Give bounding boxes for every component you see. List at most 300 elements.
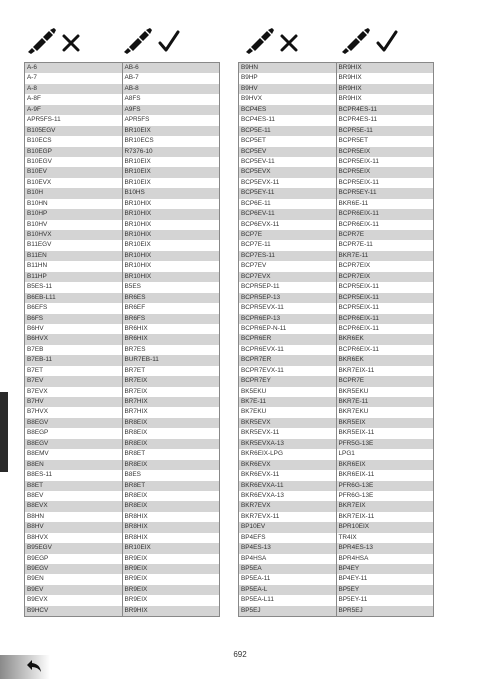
back-arrow-icon[interactable] (26, 659, 42, 673)
replacement-part-cell: BKR7EKU (336, 407, 434, 417)
table-row (239, 407, 433, 417)
original-part-cell: BCPR6EP-N-11 (241, 324, 287, 332)
replacement-part-cell: BR10HIX (122, 199, 220, 209)
replacement-part-cell: BKR6EIX-11 (336, 470, 434, 480)
original-part-cell: BCP5EV-11 (241, 157, 275, 165)
replacement-part-cell: B10HS (122, 188, 220, 198)
table-row (239, 94, 433, 104)
original-part-cell: B7HVX (27, 408, 48, 416)
replacement-part-cell: BCPR6EIX-11 (336, 220, 434, 230)
table-row (239, 439, 433, 449)
replacement-part-cell: BR10HIX (122, 230, 220, 240)
table-row (25, 481, 219, 491)
original-part-cell: B6EFS (27, 304, 48, 312)
original-part-cell: BK5EKU (241, 387, 267, 395)
replacement-part-cell: BR10EIX (122, 543, 220, 553)
original-part-cell: B9EVX (27, 596, 48, 604)
replacement-part-cell: BKR7EIX (336, 501, 434, 511)
original-part-cell: B10EGV (27, 157, 52, 165)
replacement-part-cell: BPR10EIX (336, 522, 434, 532)
original-part-cell: B10HVX (27, 231, 52, 238)
original-part-cell: APR5FS-11 (27, 116, 61, 124)
table-row (239, 595, 433, 605)
replacement-part-cell: BP5EY-11 (336, 595, 434, 605)
original-part-cell: B8HV (27, 523, 44, 531)
replacement-part-cell: BR10EIX (122, 178, 220, 188)
table-row (239, 199, 433, 209)
replacement-part-cell: PFR5G-13E (336, 439, 434, 449)
original-part-cell: B10EVX (27, 178, 52, 186)
original-part-cell: BKR6EVXA-11 (241, 481, 284, 489)
replacement-part-cell: BR9EIX (122, 585, 220, 595)
replacement-part-cell: BR8EIX (122, 501, 220, 511)
replacement-part-cell: BR10HIX (122, 220, 220, 230)
replacement-part-cell: BR9EIX (122, 595, 220, 605)
original-part-cell: BCP5EV (241, 147, 267, 155)
replacement-part-cell: BCPR7EIX (336, 261, 434, 271)
original-part-cell: BP4EFS (241, 533, 266, 541)
original-part-cell: B8EGV (27, 439, 49, 447)
table-row (25, 251, 219, 261)
replacement-part-cell: BR6HIX (122, 324, 220, 334)
spark-plug-x-mark-icon (244, 28, 304, 54)
original-part-cell: B8EGP (27, 429, 49, 437)
original-part-cell: BCP5EVX-11 (241, 178, 280, 186)
table-row (25, 387, 219, 397)
table-row (239, 282, 433, 292)
table-row (25, 209, 219, 219)
original-part-cell: BP4HSA (241, 554, 267, 562)
replacement-part-cell: BCPR5EIX (336, 147, 434, 157)
original-part-cell: B5ES-11 (27, 283, 53, 291)
replacement-part-cell: BCPR5ET (336, 136, 434, 146)
replacement-part-cell: BCPR6EIX-11 (336, 345, 434, 355)
original-part-cell: BKR6EVX (241, 460, 271, 468)
replacement-part-cell: BR8EIX (122, 418, 220, 428)
table-row (25, 220, 219, 230)
replacement-part-cell: BKR7EIX-11 (336, 512, 434, 522)
table-row (25, 470, 219, 480)
replacement-part-cell: BR9HIX (122, 606, 220, 616)
replacement-part-cell: BR9HIX (336, 84, 434, 94)
original-part-cell: BCPR6ER (241, 335, 272, 343)
table-row (239, 574, 433, 584)
table-row (25, 230, 219, 240)
table-row (25, 397, 219, 407)
table-row (25, 522, 219, 532)
original-part-cell: BCP7ES-11 (241, 251, 275, 259)
original-part-cell: BCP7E-11 (241, 241, 271, 249)
original-part-cell: B6FS (27, 314, 43, 322)
replacement-part-cell: BP4EY-11 (336, 574, 434, 584)
original-part-cell: B10H (27, 189, 43, 197)
original-part-cell: B8ET (27, 481, 43, 489)
table-row (239, 314, 433, 324)
original-part-cell: BCP5EVX (241, 168, 271, 176)
table-row (25, 564, 219, 574)
table-row (239, 491, 433, 501)
replacement-part-cell: BR7HIX (122, 407, 220, 417)
table-row (239, 220, 433, 230)
original-part-cell: BCP6EVX-11 (241, 220, 280, 228)
replacement-part-cell: A8FS (122, 94, 220, 104)
table-row (25, 178, 219, 188)
replacement-part-cell: APR5FS (122, 115, 220, 125)
replacement-part-cell: BR9HIX (336, 94, 434, 104)
replacement-part-cell: BCPR5EIX-11 (336, 178, 434, 188)
table-row (239, 136, 433, 146)
replacement-part-cell: BCPR7E (336, 230, 434, 240)
table-row (239, 84, 433, 94)
replacement-part-cell: BR10HIX (122, 251, 220, 261)
table-row (239, 501, 433, 511)
original-part-cell: B8EVX (27, 502, 48, 510)
replacement-part-cell: BKR5EIX-11 (336, 428, 434, 438)
original-part-cell: B6EB-L11 (27, 293, 56, 301)
original-part-cell: B11HN (27, 262, 48, 270)
original-part-cell: B7EB (27, 345, 44, 353)
original-part-cell: BKR6EIX-LPG (241, 450, 283, 458)
replacement-part-cell: BCPR4ES-11 (336, 115, 434, 125)
replacement-part-cell: AB-7 (122, 73, 220, 83)
table-row (25, 282, 219, 292)
replacement-part-cell: BR8EIX (122, 460, 220, 470)
replacement-part-cell: BR6HIX (122, 334, 220, 344)
replacement-part-cell: BR8HIX (122, 522, 220, 532)
replacement-part-cell: BR10EIX (122, 167, 220, 177)
original-part-cell: B95EGV (27, 544, 52, 552)
replacement-part-cell: BR7EIX (122, 376, 220, 386)
original-part-cell: B10HV (27, 220, 48, 228)
table-row (239, 345, 433, 355)
replacement-part-cell: BPR5EJ (336, 606, 434, 616)
replacement-part-cell: BCPR5EY-11 (336, 188, 434, 198)
original-part-cell: B9HV (241, 84, 258, 92)
table-row (25, 585, 219, 595)
table-row (239, 387, 433, 397)
table-row (25, 63, 219, 73)
replacement-part-cell: BKR6EK (336, 334, 434, 344)
original-part-cell: BP5EA-11 (241, 575, 271, 583)
table-row (239, 178, 433, 188)
replacement-part-cell: BR10HIX (122, 272, 220, 282)
replacement-part-cell: BKR7E-11 (336, 397, 434, 407)
table-row (239, 533, 433, 543)
table-row (25, 543, 219, 553)
side-marker-bar (0, 392, 8, 472)
replacement-part-cell: BKR7EIX-11 (336, 366, 434, 376)
table-row (239, 585, 433, 595)
replacement-part-cell: BCPR5EIX-11 (336, 282, 434, 292)
replacement-part-cell: B5ES (122, 282, 220, 292)
replacement-part-cell: BP4EY (336, 564, 434, 574)
replacement-part-cell: BR6FS (122, 314, 220, 324)
original-part-cell: B9EN (27, 575, 44, 583)
replacement-part-cell: BR6EF (122, 303, 220, 313)
original-part-cell: BKR7EVX (241, 502, 271, 510)
table-row (25, 574, 219, 584)
table-row (25, 334, 219, 344)
table-row (25, 407, 219, 417)
original-part-cell: BCPR5EP-13 (241, 293, 281, 301)
original-part-cell: BKR6EVXA-13 (241, 491, 284, 499)
replacement-part-cell: BR9EIX (122, 574, 220, 584)
replacement-part-cell: BCPR5EIX (336, 167, 434, 177)
original-part-cell: B10ECS (27, 137, 52, 145)
table-row (239, 73, 433, 83)
table-row (239, 355, 433, 365)
replacement-part-cell: BCPR6EIX-11 (336, 209, 434, 219)
spark-plug-x-mark-icon (26, 28, 86, 54)
replacement-part-cell: BKR5EIX (336, 418, 434, 428)
table-row (239, 293, 433, 303)
replacement-part-cell: BKR6E-11 (336, 199, 434, 209)
original-part-cell: BCP4ES (241, 105, 267, 113)
replacement-part-cell: BR8ET (122, 481, 220, 491)
replacement-part-cell: BR9HIX (336, 73, 434, 83)
replacement-part-cell: BR8EIX (122, 428, 220, 438)
replacement-part-cell: BCPR5E-11 (336, 126, 434, 136)
replacement-part-cell: BR10ECS (122, 136, 220, 146)
table-row (239, 147, 433, 157)
original-part-cell: B7HV (27, 398, 44, 405)
replacement-part-cell: TR4IX (336, 533, 434, 543)
table-row (239, 230, 433, 240)
table-row (239, 470, 433, 480)
table-row (25, 167, 219, 177)
table-row (239, 460, 433, 470)
original-part-cell: A-8F (27, 95, 41, 103)
table-row (25, 73, 219, 83)
replacement-part-cell: BR7ES (122, 345, 220, 355)
replacement-part-cell: BR10EIX (122, 240, 220, 250)
table-row (25, 449, 219, 459)
replacement-part-cell: BR8EIX (122, 491, 220, 501)
original-part-cell: BKR5EVX-11 (241, 429, 280, 437)
table-row (25, 345, 219, 355)
replacement-part-cell: BR10EIX (122, 157, 220, 167)
table-row (25, 293, 219, 303)
original-part-cell: BCPR5EP-11 (241, 283, 280, 291)
original-part-cell: BCP5ET (241, 137, 266, 145)
replacement-part-cell: BPR4ES-13 (336, 543, 434, 553)
original-part-cell: B9HCV (27, 606, 49, 614)
table-row (25, 115, 219, 125)
original-part-cell: BCP7E (241, 231, 262, 238)
table-row (239, 105, 433, 115)
original-part-cell: BP5EA (241, 565, 262, 572)
table-row (239, 324, 433, 334)
replacement-part-cell: BCPR7E (336, 376, 434, 386)
original-part-cell: BP5EA-L11 (241, 596, 274, 604)
original-part-cell: BKR5EVXA-13 (241, 439, 284, 447)
table-row (239, 449, 433, 459)
replacement-part-cell: BKR5EKU (336, 387, 434, 397)
replacement-part-cell: BR8HIX (122, 533, 220, 543)
table-row (239, 188, 433, 198)
original-part-cell: BCP5EY-11 (241, 189, 275, 197)
replacement-part-cell: BKR6EK (336, 355, 434, 365)
original-part-cell: B8ES-11 (27, 471, 53, 479)
replacement-part-cell: BR8ET (122, 449, 220, 459)
original-part-cell: BP5EJ (241, 606, 261, 614)
replacement-part-cell: B8ES (122, 470, 220, 480)
original-part-cell: BKR7EVX-11 (241, 512, 280, 520)
replacement-part-cell: BR7HIX (122, 397, 220, 407)
replacement-part-cell: BPR4HSA (336, 554, 434, 564)
table-row (239, 366, 433, 376)
table-row (239, 251, 433, 261)
table-row (239, 272, 433, 282)
original-part-cell: B8EMV (27, 450, 49, 458)
replacement-part-cell: BR9EIX (122, 564, 220, 574)
original-part-cell: B6HVX (27, 335, 48, 343)
table-row (239, 428, 433, 438)
table-row (25, 314, 219, 324)
table-row (25, 418, 219, 428)
table-row (239, 522, 433, 532)
cross-reference-table-right (238, 62, 434, 617)
table-row (239, 606, 433, 616)
table-row (25, 533, 219, 543)
table-row (25, 240, 219, 250)
table-row (25, 261, 219, 271)
table-row (239, 418, 433, 428)
original-part-cell: B11EGV (27, 241, 52, 249)
original-part-cell: BCPR7ER (241, 356, 272, 364)
back-tab[interactable] (0, 655, 50, 679)
replacement-part-cell: BR6ES (122, 293, 220, 303)
original-part-cell: BCP6EV-11 (241, 210, 275, 218)
replacement-part-cell: BR9EIX (122, 554, 220, 564)
original-part-cell: B9HP (241, 74, 258, 82)
table-row (25, 147, 219, 157)
table-row (239, 512, 433, 522)
original-part-cell: B9EGV (27, 565, 49, 572)
replacement-part-cell: BR10EIX (122, 126, 220, 136)
original-part-cell: BCPR6EVX-11 (241, 345, 284, 353)
original-part-cell: B11EN (27, 251, 47, 259)
replacement-part-cell: BR9HIX (336, 63, 434, 73)
original-part-cell: B9EGP (27, 554, 49, 562)
original-part-cell: A-8 (27, 84, 37, 92)
replacement-part-cell: AB-8 (122, 84, 220, 94)
original-part-cell: B10HP (27, 210, 48, 218)
replacement-part-cell: BR7ET (122, 366, 220, 376)
replacement-part-cell: A9FS (122, 105, 220, 115)
table-row (25, 501, 219, 511)
original-part-cell: BK7EKU (241, 408, 267, 416)
original-part-cell: B7EV (27, 377, 44, 385)
replacement-part-cell: BR10HIX (122, 261, 220, 271)
original-part-cell: BCPR7EVX-11 (241, 366, 284, 374)
original-part-cell: B9HVX (241, 95, 262, 103)
replacement-part-cell: BCPR6EIX-11 (336, 324, 434, 334)
spark-plug-check-mark-icon (340, 28, 400, 54)
original-part-cell: B105EGV (27, 126, 56, 134)
replacement-part-cell: BCPR5EIX-11 (336, 303, 434, 313)
original-part-cell: BCP7EVX (241, 272, 271, 280)
page-number: 692 (233, 650, 247, 659)
replacement-part-cell: BCPR4ES-11 (336, 105, 434, 115)
replacement-part-cell: BR8EIX (122, 439, 220, 449)
table-row (239, 63, 433, 73)
table-row (239, 376, 433, 386)
table-row (25, 126, 219, 136)
original-part-cell: B8EGV (27, 418, 49, 426)
table-row (239, 334, 433, 344)
replacement-part-cell: R7376-10 (122, 147, 220, 157)
replacement-part-cell: BCPR6EIX-11 (336, 314, 434, 324)
original-part-cell: B7EB-11 (27, 356, 53, 364)
table-row (25, 491, 219, 501)
replacement-part-cell: PFR6G-13E (336, 481, 434, 491)
replacement-part-cell: BCPR7E-11 (336, 240, 434, 250)
replacement-part-cell: BCPR5EIX-11 (336, 157, 434, 167)
original-part-cell: B7ET (27, 366, 43, 374)
table-row (25, 303, 219, 313)
table-row (25, 136, 219, 146)
spark-plug-check-mark-icon (122, 28, 182, 54)
replacement-part-cell: BKR6EIX (336, 460, 434, 470)
original-part-cell: BCP5E-11 (241, 126, 271, 134)
replacement-part-cell: BR8HIX (122, 512, 220, 522)
table-row (25, 428, 219, 438)
table-row (25, 554, 219, 564)
table-row (25, 199, 219, 209)
replacement-part-cell: BUR7EB-11 (122, 355, 220, 365)
cross-reference-table-left (24, 62, 220, 617)
original-part-cell: BCP4ES-11 (241, 116, 275, 124)
original-part-cell: A-6 (27, 64, 37, 71)
original-part-cell: B8EV (27, 491, 44, 499)
original-part-cell: BCP6E-11 (241, 199, 271, 207)
table-row (239, 209, 433, 219)
original-part-cell: BP5EA-L (241, 585, 268, 593)
table-row (239, 126, 433, 136)
original-part-cell: BCPR7EY (241, 377, 271, 385)
original-part-cell: BCP7EV (241, 262, 267, 270)
original-part-cell: BP4ES-13 (241, 544, 271, 552)
original-part-cell: B8EN (27, 460, 44, 468)
original-part-cell: BKR5EVX (241, 418, 271, 426)
table-row (25, 512, 219, 522)
table-row (25, 355, 219, 365)
original-part-cell: A-9F (27, 105, 41, 113)
table-row (239, 397, 433, 407)
original-part-cell: B9EV (27, 585, 44, 593)
table-row (239, 167, 433, 177)
table-row (239, 261, 433, 271)
replacement-part-cell: BR10HIX (122, 209, 220, 219)
replacement-part-cell: BR7EIX (122, 387, 220, 397)
table-row (25, 157, 219, 167)
original-part-cell: B11HP (27, 272, 47, 280)
table-row (25, 84, 219, 94)
replacement-part-cell: BCPR7EIX (336, 272, 434, 282)
table-row (25, 272, 219, 282)
table-row (239, 240, 433, 250)
replacement-part-cell: BCPR5EIX-11 (336, 293, 434, 303)
replacement-part-cell: LPG1 (336, 449, 434, 459)
original-part-cell: A-7 (27, 74, 37, 82)
original-part-cell: BK7E-11 (241, 398, 267, 405)
original-part-cell: B10EGP (27, 147, 52, 155)
original-part-cell: B8HN (27, 512, 45, 520)
table-row (25, 94, 219, 104)
original-part-cell: B7EVX (27, 387, 48, 395)
replacement-part-cell: BKR7E-11 (336, 251, 434, 261)
